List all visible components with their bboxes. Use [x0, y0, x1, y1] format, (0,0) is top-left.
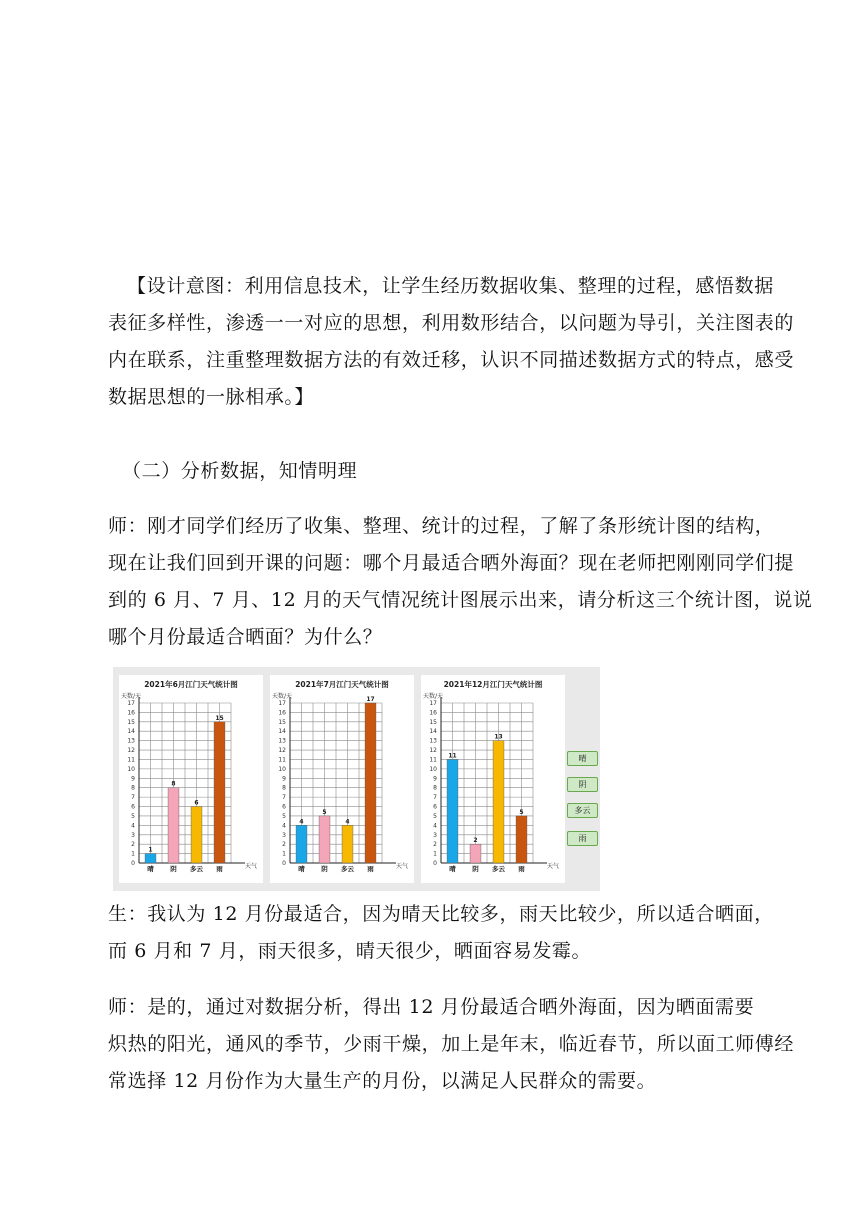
y-tick-label: 15	[429, 718, 437, 726]
y-tick-label: 14	[127, 728, 135, 736]
bar	[145, 854, 156, 863]
text-line: 现在让我们回到开课的问题：哪个月最适合晒外海面？现在老师把刚刚同学们提	[108, 552, 795, 574]
bar	[319, 816, 330, 863]
legend-cloudy-button[interactable]: 阴	[567, 777, 598, 792]
x-tick-label: 雨	[367, 865, 374, 873]
x-axis-label: 天气	[547, 863, 560, 870]
text-line: 师：刚才同学们经历了收集、整理、统计的过程，了解了条形统计图的结构，	[108, 515, 775, 537]
text-line: 内在联系，注重整理数据方法的有效迁移，认识不同描述数据方式的特点，感受	[108, 349, 795, 371]
y-tick-label: 5	[131, 812, 135, 820]
bar	[168, 788, 179, 863]
y-tick-label: 6	[282, 803, 286, 811]
y-tick-label: 11	[429, 756, 437, 764]
chart-june	[119, 675, 263, 883]
y-tick-label: 0	[282, 860, 286, 867]
y-tick-label: 17	[429, 700, 437, 707]
text-line: 生：我认为 12 月份最适合，因为晴天比较多，雨天比较少，所以适合晒面，	[108, 903, 774, 925]
y-tick-label: 7	[131, 794, 135, 802]
x-tick-label: 晴	[449, 865, 456, 873]
y-tick-label: 8	[131, 784, 135, 792]
y-tick-label: 15	[127, 718, 135, 726]
y-tick-label: 15	[278, 718, 286, 726]
teacher-question-paragraph	[108, 508, 813, 656]
y-tick-label: 16	[278, 709, 286, 717]
x-axis-label: 天气	[245, 863, 258, 870]
y-tick-label: 12	[127, 747, 135, 755]
y-tick-label: 6	[131, 803, 135, 811]
y-tick-label: 6	[433, 803, 437, 811]
x-tick-label: 雨	[216, 865, 223, 873]
y-tick-label: 0	[131, 860, 135, 867]
y-tick-label: 11	[278, 756, 286, 764]
chart-july	[270, 675, 414, 883]
design-intent-paragraph	[108, 268, 795, 416]
x-tick-label: 雨	[518, 865, 525, 873]
chart-title: 2021年7月江门天气统计图	[295, 680, 389, 689]
chart-title: 2021年6月江门天气统计图	[144, 680, 238, 689]
bar	[214, 722, 225, 863]
text-line: 常选择 12 月份作为大量生产的月份，以满足人民群众的需要。	[108, 1070, 657, 1092]
teacher-conclusion-paragraph	[108, 989, 795, 1100]
y-tick-label: 9	[433, 775, 437, 783]
y-tick-label: 3	[282, 831, 286, 839]
text-line: 炽热的阳光，通风的季节，少雨干燥，加上是年末，临近春节，所以面工师傅经	[108, 1033, 795, 1055]
y-tick-label: 4	[282, 822, 286, 830]
y-tick-label: 14	[429, 728, 437, 736]
text-line: 表征多样性，渗透一一对应的思想，利用数形结合，以问题为导引，关注图表的	[108, 312, 795, 334]
y-tick-label: 2	[131, 841, 135, 849]
text-line: 哪个月份最适合晒面？为什么？	[108, 626, 383, 648]
data-label: 5	[322, 808, 327, 816]
data-label: 2	[473, 837, 478, 845]
x-tick-label: 晴	[147, 865, 154, 873]
text-line: 而 6 月和 7 月，雨天很多，晴天很少，晒面容易发霉。	[108, 940, 592, 962]
x-tick-label: 阴	[472, 865, 479, 873]
data-label: 4	[299, 818, 304, 826]
x-tick-label: 多云	[492, 865, 505, 873]
y-tick-label: 3	[131, 831, 135, 839]
x-tick-label: 多云	[190, 865, 203, 873]
chart-title: 2021年12月江门天气统计图	[443, 680, 543, 689]
y-tick-label: 10	[127, 765, 135, 773]
chart-december	[421, 675, 565, 883]
y-tick-label: 4	[433, 822, 437, 830]
y-tick-label: 8	[282, 784, 286, 792]
y-tick-label: 13	[127, 737, 135, 745]
legend-rain-button[interactable]: 雨	[567, 831, 598, 846]
text-line: 师：是的，通过对数据分析，得出 12 月份最适合晒外海面，因为晒面需要	[108, 996, 755, 1018]
legend-sunny-button[interactable]: 晴	[567, 751, 598, 766]
data-label: 15	[215, 714, 224, 722]
y-tick-label: 14	[278, 728, 286, 736]
student-answer-paragraph	[108, 896, 784, 970]
y-tick-label: 10	[429, 765, 437, 773]
bar	[447, 759, 458, 863]
y-tick-label: 9	[282, 775, 286, 783]
y-tick-label: 3	[433, 831, 437, 839]
y-tick-label: 9	[131, 775, 135, 783]
data-label: 6	[194, 799, 199, 807]
x-tick-label: 晴	[298, 865, 305, 873]
y-tick-label: 8	[433, 784, 437, 792]
y-tick-label: 17	[278, 700, 286, 707]
data-label: 4	[345, 818, 350, 826]
weather-charts-figure	[113, 667, 600, 891]
y-tick-label: 16	[127, 709, 135, 717]
data-label: 13	[494, 733, 503, 741]
y-tick-label: 13	[278, 737, 286, 745]
y-tick-label: 7	[282, 794, 286, 802]
y-tick-label: 11	[127, 756, 135, 764]
y-tick-label: 7	[433, 794, 437, 802]
data-label: 11	[448, 752, 457, 760]
y-tick-label: 5	[282, 812, 286, 820]
data-label: 5	[519, 808, 524, 816]
y-tick-label: 5	[433, 812, 437, 820]
y-tick-label: 16	[429, 709, 437, 717]
y-tick-label: 13	[429, 737, 437, 745]
bar	[191, 807, 202, 863]
bar	[296, 825, 307, 863]
y-tick-label: 0	[433, 860, 437, 867]
data-label: 17	[366, 696, 375, 703]
bar	[470, 844, 481, 863]
y-tick-label: 2	[282, 841, 286, 849]
x-tick-label: 阴	[170, 865, 177, 873]
y-tick-label: 1	[131, 850, 135, 858]
legend-partly-cloudy-button[interactable]: 多云	[567, 803, 598, 818]
y-tick-label: 12	[278, 747, 286, 755]
data-label: 1	[148, 846, 153, 854]
y-tick-label: 4	[131, 822, 135, 830]
y-tick-label: 12	[429, 747, 437, 755]
y-axis-label: 天数/天	[423, 693, 444, 700]
section-heading	[108, 453, 784, 490]
text-line: （二）分析数据，知情明理	[122, 460, 358, 482]
y-tick-label: 1	[282, 850, 286, 858]
y-tick-label: 17	[127, 700, 135, 707]
bar	[493, 741, 504, 863]
text-line: 到的 6 月、7 月、12 月的天气情况统计图展示出来，请分析这三个统计图，说说	[108, 589, 813, 611]
x-axis-label: 天气	[396, 863, 409, 870]
x-tick-label: 多云	[341, 865, 354, 873]
y-axis-label: 天数/天	[272, 693, 293, 700]
bar	[365, 703, 376, 863]
y-tick-label: 10	[278, 765, 286, 773]
text-line: 数据思想的一脉相承。】	[108, 386, 315, 408]
y-tick-label: 1	[433, 850, 437, 858]
text-line: 【设计意图：利用信息技术，让学生经历数据收集、整理的过程，感悟数据	[127, 275, 774, 297]
bar	[516, 816, 527, 863]
y-tick-label: 2	[433, 841, 437, 849]
data-label: 8	[171, 780, 176, 788]
y-axis-label: 天数/天	[121, 693, 142, 700]
x-tick-label: 阴	[321, 865, 328, 873]
bar	[342, 825, 353, 863]
